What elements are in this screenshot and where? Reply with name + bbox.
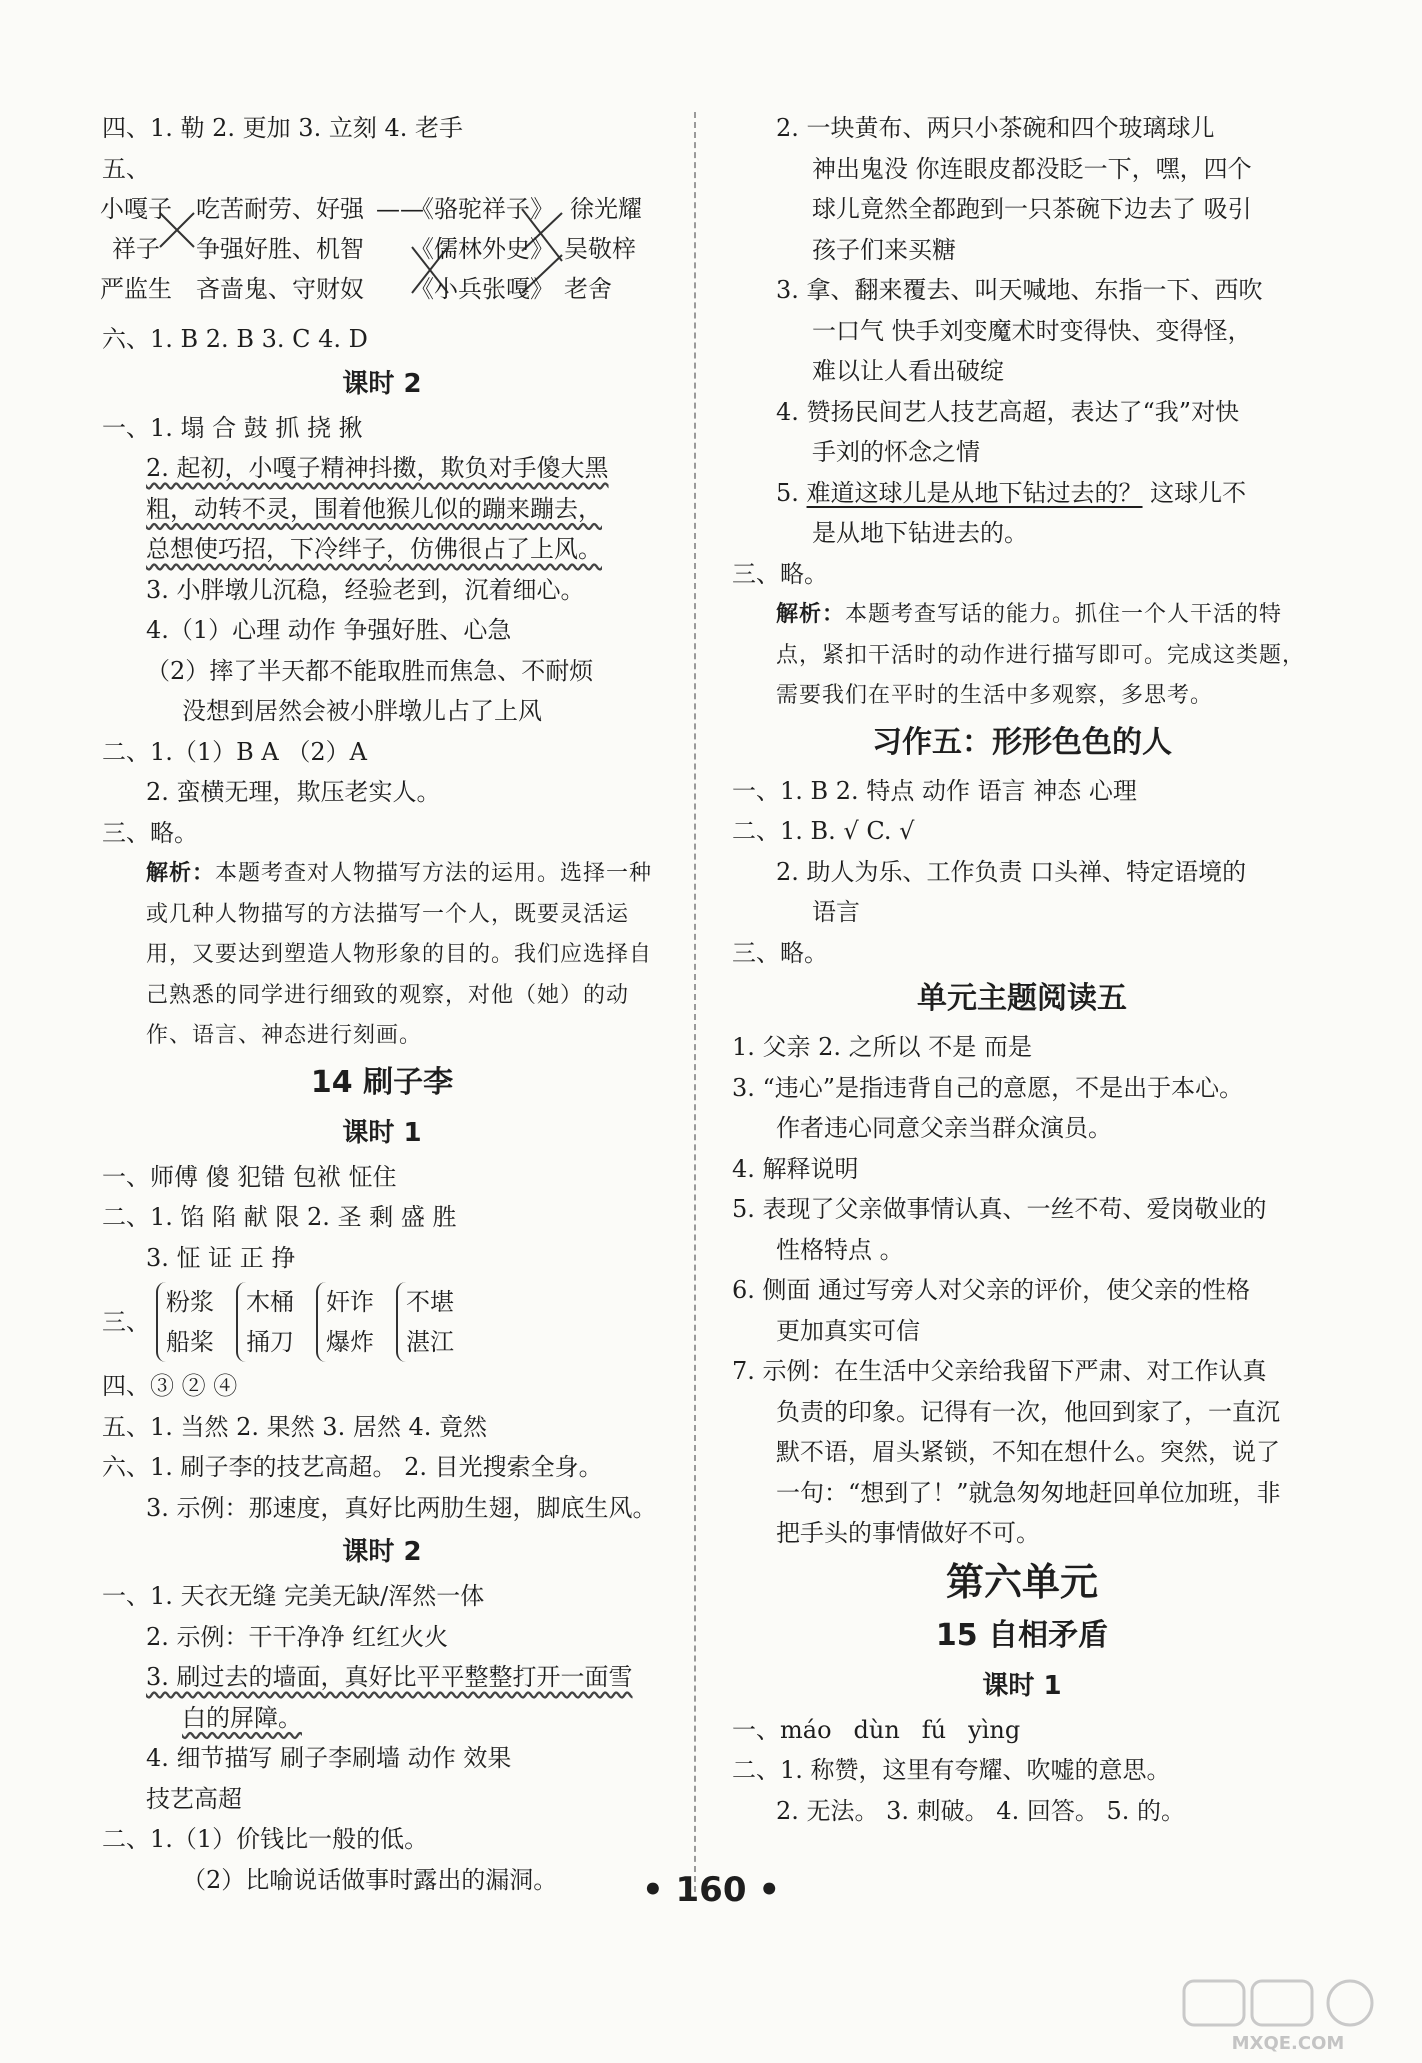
- brace-group: [156, 1282, 214, 1362]
- answer-line: 孩子们来买糖: [812, 235, 956, 264]
- answer-line: 六、1. 刷子李的技艺高超。 2. 目光搜索全身。: [102, 1453, 603, 1481]
- underlined-text: 难道这球儿是从地下钻过去的？: [806, 478, 1143, 507]
- chapter-title: 14 刷子李: [310, 1064, 454, 1100]
- section-title: 习作五：形形色色的人: [872, 724, 1172, 760]
- brace-item: 木桶: [246, 1288, 294, 1316]
- match-item: 《骆驼祥子》: [410, 195, 554, 223]
- answer-text: 这球儿不: [1142, 478, 1247, 507]
- answer-line: 三、略。: [102, 818, 198, 847]
- wavy-underlined-text: 3. 刷过去的墙面，真好比平平整整打开一面雪: [146, 1663, 633, 1691]
- answer-line: 3. 小胖墩儿沉稳，经验老到，沉着细心。: [146, 575, 585, 604]
- brace-item: 船桨: [166, 1328, 214, 1356]
- left-column: [102, 108, 662, 1900]
- match-item: 小嘎子: [100, 195, 172, 223]
- answer-line: 三、略。: [732, 938, 828, 967]
- answer-line: 一口气 快手刘变魔术时变得快、变得怪，: [812, 316, 1252, 345]
- answer-line: [102, 448, 662, 489]
- answer-line: 4.（1）心理 动作 争强好胜、心急: [146, 616, 512, 644]
- answer-line: 2. 无法。 3. 刺破。 4. 回答。 5. 的。: [776, 1796, 1185, 1825]
- answer-line: 4. 解释说明: [732, 1154, 859, 1183]
- answer-line: 四、1. 勒 2. 更加 3. 立刻 4. 老手: [102, 114, 463, 142]
- answer-line: [102, 1698, 662, 1739]
- answer-line: （2）比喻说话做事时露出的漏洞。: [182, 1865, 558, 1894]
- analysis-label: 解析：: [776, 601, 846, 627]
- answer-line: 默不语，眉头紧锁，不知在想什么。突然，说了: [776, 1438, 1280, 1466]
- answer-line: [102, 489, 662, 530]
- match-item: 祥子: [112, 235, 160, 263]
- match-item: 徐光耀: [570, 195, 642, 223]
- pinyin-line: [732, 1710, 1312, 1751]
- right-column: [732, 108, 1312, 1831]
- analysis-note: [732, 594, 1312, 717]
- matching-exercise: [102, 189, 662, 319]
- answer-line: 更加真实可信: [776, 1316, 920, 1345]
- answer-line: 神出鬼没 你连眼皮都没眨一下，嘿，四个: [812, 154, 1252, 183]
- answer-line: 负责的印象。记得有一次，他回到家了，一直沉: [776, 1397, 1280, 1426]
- page-number: • 160 •: [641, 1870, 781, 1910]
- answer-line: 手刘的怀念之情: [812, 438, 980, 466]
- match-col-authors: [564, 189, 642, 309]
- answer-line: 3. 怔 证 正 挣: [146, 1243, 296, 1272]
- brace-item: 粉浆: [166, 1288, 214, 1316]
- answer-label: 一、: [732, 1715, 780, 1744]
- match-item: 严监生: [100, 275, 172, 303]
- wavy-underlined-text: 总想使巧招，下冷绊子，仿佛很占了上风。: [146, 535, 602, 563]
- match-item: 争强好胜、机智: [196, 235, 364, 263]
- answer-line: 3. 拿、翻来覆去、叫天喊地、东指一下、西吹: [776, 276, 1263, 304]
- answer-line: [102, 1657, 662, 1698]
- answer-line: 性格特点 。: [776, 1235, 904, 1264]
- brace-item: 爆炸: [326, 1328, 374, 1356]
- answer-line: 一、1. 天衣无缝 完美无缺/浑然一体: [102, 1582, 485, 1610]
- match-item: 《儒林外史》: [410, 235, 554, 263]
- brace-group: [396, 1282, 454, 1362]
- match-item: 老舍: [564, 275, 612, 303]
- answer-line: 作者违心同意父亲当群众演员。: [776, 1114, 1112, 1142]
- answer-line: 技艺高超: [146, 1784, 242, 1813]
- answer-line: 语言: [812, 898, 860, 926]
- answer-line: 二、1. 称赞，这里有夸耀、吹嘘的意思。: [732, 1756, 1171, 1784]
- brace-group: [236, 1282, 294, 1362]
- answer-line: 2. 示例：干干净净 红红火火: [146, 1622, 449, 1651]
- lesson-title: 课时 1: [342, 1117, 422, 1148]
- answer-line: 五、1. 当然 2. 果然 3. 居然 4. 竟然: [102, 1412, 487, 1441]
- match-item: 吴敬梓: [564, 235, 636, 263]
- answer-label: 三、: [102, 1308, 150, 1336]
- analysis-text: 本题考查写话的能力。抓住一个人干活的特点，紧扣干活时的动作进行描写即可。完成这类题，需要我们在平时的生活中多观察，多思考。: [776, 602, 1306, 708]
- column-divider: [694, 112, 696, 1892]
- analysis-note: [102, 853, 662, 1057]
- match-col-characters: [100, 189, 172, 309]
- answer-line: 2. 助人为乐、工作负责 口头禅、特定语境的: [776, 857, 1247, 886]
- section-title: 单元主题阅读五: [917, 981, 1127, 1016]
- watermark-text: MXQE.COM: [1231, 2033, 1345, 2054]
- answer-line: 二、1.（1）B A （2）A: [102, 737, 367, 766]
- answer-line: 6. 侧面 通过写旁人对父亲的评价，使父亲的性格: [732, 1276, 1251, 1304]
- answer-line: 六、1. B 2. B 3. C 4. D: [102, 325, 368, 353]
- answer-line: 2. 蛮横无理，欺压老实人。: [146, 778, 441, 806]
- answer-line: 把手头的事情做好不可。: [776, 1519, 1040, 1547]
- answer-line: 是从地下钻进去的。: [812, 519, 1028, 547]
- pinyin-item: yìng: [968, 1715, 1021, 1744]
- brace-item: 捅刀: [246, 1328, 294, 1356]
- chapter-title: 15 自相矛盾: [935, 1617, 1109, 1653]
- wavy-underlined-text: 粗，动转不灵，围着他猴儿似的蹦来蹦去，: [146, 494, 602, 523]
- answer-label: 五、: [102, 154, 150, 183]
- unit-title: 第六单元: [945, 1559, 1098, 1604]
- answer-line: 二、1. B. √ C. √: [732, 817, 915, 845]
- match-item: 吝啬鬼、守财奴: [196, 275, 364, 303]
- answer-line: 3. 示例：那速度，真好比两肋生翅，脚底生风。: [146, 1493, 657, 1522]
- brace-item: 不堪: [406, 1288, 454, 1316]
- lesson-title: 课时 2: [342, 368, 422, 399]
- match-item: 《小兵张嘎》: [410, 275, 554, 303]
- answer-line: 一、师傅 傻 犯错 包袱 怔住: [102, 1162, 397, 1191]
- answer-line: 4. 赞扬民间艺人技艺高超，表达了“我”对快: [776, 397, 1240, 426]
- item-number: 5.: [776, 478, 807, 507]
- pinyin-item: dùn: [853, 1715, 900, 1744]
- answer-line: 2. 一块黄布、两只小茶碗和四个玻璃球儿: [776, 114, 1215, 142]
- brace-groups: [102, 1282, 662, 1362]
- answer-line: [102, 529, 662, 570]
- match-item: 吃苦耐劳、好强: [196, 195, 364, 223]
- watermark-logo: [1180, 1975, 1395, 2055]
- answer-line: 一、1. 塌 合 鼓 抓 挠 揪: [102, 413, 363, 442]
- answer-line: 二、1.（1）价钱比一般的低。: [102, 1825, 429, 1853]
- pinyin-item: fú: [921, 1715, 947, 1744]
- answer-line: 三、略。: [732, 559, 828, 588]
- analysis-text: 本题考查对人物描写方法的运用。选择一种或几种人物描写的方法描写一个人，既要灵活运用，又要达到塑造人物形象的目的。我们应选择自己熟悉的同学进行细致的观察，对他（她）的动作、语言、神态进行刻画。: [146, 861, 653, 1048]
- answer-line: 难以让人看出破绽: [812, 357, 1004, 385]
- match-col-traits: [196, 189, 364, 309]
- answer-line: 7. 示例：在生活中父亲给我留下严肃、对工作认真: [732, 1357, 1267, 1385]
- answer-line: [732, 473, 1312, 514]
- brace-item: 奸诈: [326, 1288, 374, 1316]
- brace-item: 湛江: [406, 1328, 454, 1356]
- answer-line: （2）摔了半天都不能取胜而焦急、不耐烦: [146, 656, 594, 685]
- match-dash: ——: [376, 195, 424, 223]
- answer-line: 球儿竟然全都跑到一只茶碗下边去了 吸引: [812, 195, 1252, 223]
- answer-line: 3. “违心”是指违背自己的意愿，不是出于本心。: [732, 1073, 1244, 1102]
- match-col-books: [410, 189, 554, 309]
- brace-group: [316, 1282, 374, 1362]
- lesson-title: 课时 1: [982, 1670, 1062, 1701]
- answer-line: 5. 表现了父亲做事情认真、一丝不苟、爱岗敬业的: [732, 1195, 1267, 1223]
- wavy-underlined-text: 2. 起初，小嘎子精神抖擞，欺负对手傻大黑: [146, 454, 609, 482]
- wavy-underlined-text: 白的屏障。: [182, 1703, 302, 1732]
- answer-line: 二、1. 馅 陷 献 限 2. 圣 剩 盛 胜: [102, 1203, 457, 1231]
- answer-line: 4. 细节描写 刷子李刷墙 动作 效果: [146, 1744, 512, 1772]
- lesson-title: 课时 2: [342, 1537, 422, 1567]
- answer-line: 四、③ ② ④: [102, 1372, 238, 1400]
- answer-line: 1. 父亲 2. 之所以 不是 而是: [732, 1033, 1032, 1061]
- analysis-label: 解析：: [146, 860, 216, 886]
- answer-line: 一句：“想到了！”就急匆匆地赶回单位加班，非: [776, 1478, 1281, 1507]
- answer-line: 没想到居然会被小胖墩儿占了上风: [182, 697, 542, 725]
- answer-line: 一、1. B 2. 特点 动作 语言 神态 心理: [732, 776, 1137, 805]
- pinyin-item: máo: [780, 1715, 832, 1744]
